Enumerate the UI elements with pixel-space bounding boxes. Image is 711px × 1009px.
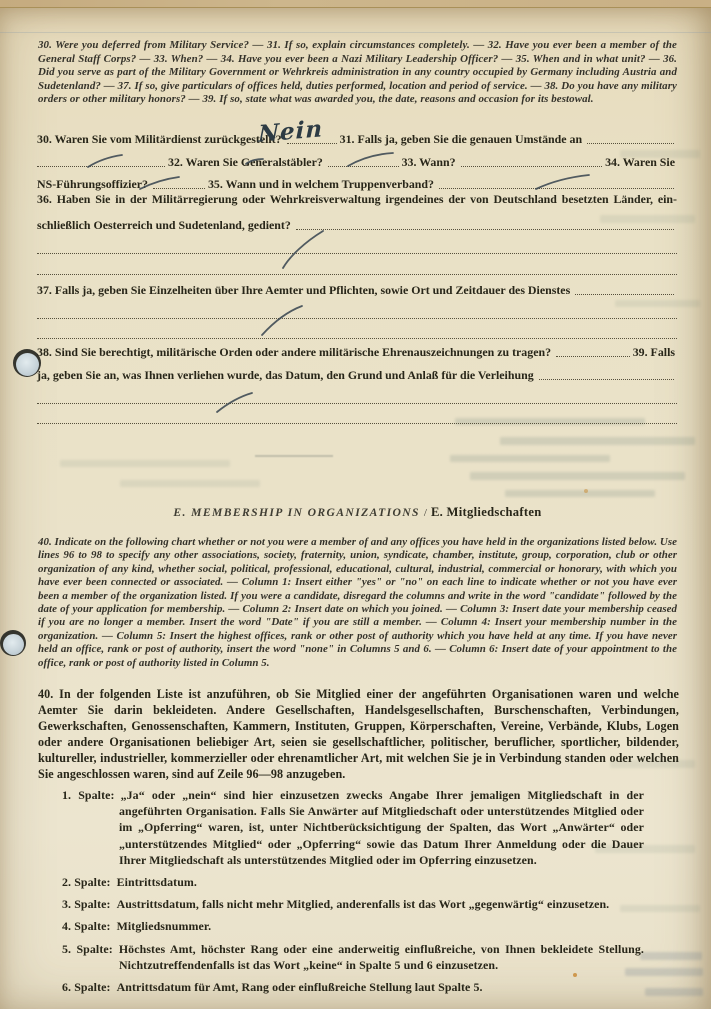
handwritten-answer-nein: Nein	[257, 115, 324, 148]
q31-answer-blank	[587, 143, 674, 144]
q39-cont: ja, geben Sie an, was Ihnen verliehen wurde, das Datum, den Grund und Anlaß für die Verleihung	[37, 368, 534, 382]
q37-label: 37. Falls ja, geben Sie Einzelheiten über Ihre Aemter und Pflichten, sowie Ort und Zeitdauer des Dienstes	[37, 283, 571, 297]
bleed-through	[60, 460, 230, 467]
answer-blank	[37, 423, 677, 424]
q36-line2: schließlich Oesterreich und Sudetenland, gedient?	[37, 218, 291, 232]
bleed-through	[450, 455, 610, 462]
question-row-30-31	[37, 126, 677, 148]
instructions-en-40: 40. Indicate on the following chart whether or not you were a member of and any offices you have held in the organizations listed below. Use lines 96 to 98 to specify any other associations, society, fraternity, union, syndicate, chamber, institute, group, corporation, club or other organization of any kind, whether social, political, professional, educational, cultural, industrial, commercial or honorary, with which you have ever been connected or associated. — Column 1: Insert either "yes" or "no" on each line to indicate whether or not you have ever been a member of the organization listed. If you were a candidate, disregard the columns and write in the word "candidate" followed by the date of your application for membership. — Column 2: Insert date on which you joined. — Column 3: Insert date your membership ceased if you are no longer a member. Insert the word "Date" if you are still a member. — Column 4: Insert your membership number in the organization. — Column 5: Insert the highest offices, rank or other post of authority which you have held at any time. If you have never held an office, rank or post of authority, insert the word "none" in Columns 5 and 6. — Column 6: Insert date of your appointment to the office, rank or post of authority listed in Column 5.	[38, 536, 677, 669]
question-row-34-35	[37, 171, 677, 193]
paper-crease	[0, 32, 711, 33]
heading-separator: /	[423, 507, 427, 519]
answer-blank	[37, 253, 677, 254]
blank-line	[37, 236, 677, 258]
faint-smudge	[255, 455, 333, 457]
bleed-through	[470, 472, 685, 480]
spalte-1-text: „Ja“ oder „nein“ sind hier einzusetzen zwecks Angabe Ihrer jemaligen Mitgliedschaft in der angeführten Organisation. Falls Sie Anwärter auf Mitgliedschaft oder unterstützendes Mitglied oder im „Opferring“ waren, ist, unter Nichtberücksichtigung der Spalten, das Wort „Anwärter“ oder „unterstützendes Mitglied“ oder „Opferring“ sowie das Datum Ihrer Anmeldung oder die Dauer Ihrer Mitgliedschaft als unterstützendes Mitglied oder im Opferring einzusetzen.	[119, 788, 645, 867]
q31-label: 31. Falls ja, geben Sie die genauen Umstände an	[339, 132, 583, 146]
instructions-en-30-39: 30. Were you deferred from Military Service? — 31. If so, explain circumstances completely. — 32. Have you ever been a member of the General Staff Corps? — 33. When? — 34. Have you ever been a Nazi Military Leadership Officer? — 35. When and in what unit? — 36. Did you serve as part of the Military Government or Wehrkreis administration in any country occupied by Germany including Austria and Sudetenland? — 37. If so, give particulars of offices held, duties performed, location and period of service. — 38. Do you have any military orders or other military honors? — 39. If so, state what was awarded you, the date, reasons and occasion for its bestowal.	[38, 39, 677, 105]
paper-speck	[584, 489, 588, 493]
bleed-through	[640, 952, 702, 960]
answer-blank	[37, 318, 677, 319]
list-item-spalte-3	[62, 896, 644, 912]
spalte-4-text: Mitgliedsnummer.	[116, 919, 212, 934]
q38-answer-blank	[556, 356, 630, 357]
page-top-edge	[0, 0, 711, 8]
q34-prefix: 34. Waren Sie	[605, 155, 675, 169]
bleed-through	[120, 480, 260, 487]
blank-line	[37, 257, 677, 279]
q32-label: 32. Waren Sie Generalstäbler?	[168, 155, 323, 169]
list-item-spalte-6	[62, 979, 644, 995]
section-e-title-en: E. MEMBERSHIP IN ORGANIZATIONS	[173, 506, 420, 519]
section-e-heading	[38, 503, 677, 521]
spalte-6-text: Antrittsdatum für Amt, Rang oder einflußreiche Stellung laut Spalte 5.	[116, 980, 483, 995]
q32-answer-blank	[328, 166, 399, 167]
blank-line	[37, 386, 677, 408]
spalte-2-label: 2. Spalte:	[62, 875, 111, 890]
q35-label: 35. Wann und in welchem Truppenverband?	[207, 177, 434, 191]
spalte-1-label: 1. Spalte:	[62, 788, 115, 802]
q36-answer-blank	[296, 229, 674, 230]
spalte-column-list	[62, 787, 644, 1001]
section-e-title-de: E. Mitgliedschaften	[430, 505, 542, 519]
question-row-39	[37, 362, 677, 384]
spalte-5-text: Höchstes Amt, höchster Rang oder eine anderweitig einflußreiche, von Ihnen bekleidete Stellung. Nichtzutreffendenfalls ist das Wort „keine“ in Spalte 5 und 6 einzusetzen.	[118, 941, 644, 972]
bleed-through	[645, 988, 703, 996]
bleed-through	[505, 490, 655, 497]
paragraph-de-40: 40. In der folgenden Liste ist anzuführen, ob Sie Mitglied einer der angeführten Organisationen waren und welche Aemter Sie darin bekleideten. Andere Gesellschaften, Handelsgesellschaften, Burschenschaften, Verbindungen, Gewerkschaften, Genossenschaften, Kammern, Instituten, Gruppen, Körperschaften, Vereine, Verbände, Klubs, Logen oder andere Organisationen beliebiger Art, seien sie gesellschaftlicher, politischer, beruflicher, sportlicher, bildender, kultureller, industrieller, kommerzieller oder ehrenamtlicher Art, mit welchen Sie je in Verbindung standen oder welchen Sie angeschlossen waren, sind auf Zeile 96—98 anzugeben.	[38, 687, 679, 782]
spalte-3-label: 3. Spalte:	[62, 897, 111, 912]
q39-answer-blank	[539, 379, 674, 380]
list-item-spalte-2	[62, 874, 644, 890]
spalte-4-label: 4. Spalte:	[62, 919, 111, 934]
q38-label: 38. Sind Sie berechtigt, militärische Orden oder andere militärische Ehrenauszeichnungen zu tragen?	[37, 345, 552, 359]
spalte-5-label: 5. Spalte:	[62, 941, 113, 956]
list-item-spalte-4	[62, 918, 644, 934]
q34-label: NS-Führungsoffizier?	[37, 177, 148, 191]
spalte-6-label: 6. Spalte:	[62, 980, 111, 995]
spalte-2-text: Eintrittsdatum.	[116, 875, 198, 890]
q30-label: 30. Waren Sie vom Militärdienst zurückgestellt?	[37, 132, 282, 146]
answer-blank	[37, 403, 677, 404]
q37-answer-blank	[575, 294, 674, 295]
question-row-38-39	[37, 339, 677, 361]
q33-answer-blank	[461, 166, 603, 167]
question-row-36b	[37, 212, 677, 234]
question-row-36a	[37, 192, 677, 214]
q39-prefix: 39. Falls	[632, 345, 675, 359]
q31-answer-blank-cont	[37, 166, 165, 167]
bleed-through	[500, 437, 695, 445]
q35-answer-blank	[439, 188, 674, 189]
blank-line	[37, 301, 677, 323]
list-item-spalte-1	[62, 787, 644, 868]
list-item-spalte-5	[62, 941, 644, 973]
answer-blank	[37, 274, 677, 275]
q34-answer-blank	[153, 188, 205, 189]
spalte-3-text: Austrittsdatum, falls nicht mehr Mitglied, anderenfalls ist das Wort „gegenwärtig“ einzusetzen.	[116, 897, 610, 912]
q33-label: 33. Wann?	[401, 155, 456, 169]
question-row-32-34	[37, 149, 677, 171]
blank-line	[37, 406, 677, 428]
hole-punch	[0, 630, 26, 656]
q36-line1: 36. Haben Sie in der Militärregierung oder Wehrkreisverwaltung irgendeines der von Deutschland besetzten Länder, ein-	[37, 192, 677, 206]
question-row-37	[37, 277, 677, 299]
